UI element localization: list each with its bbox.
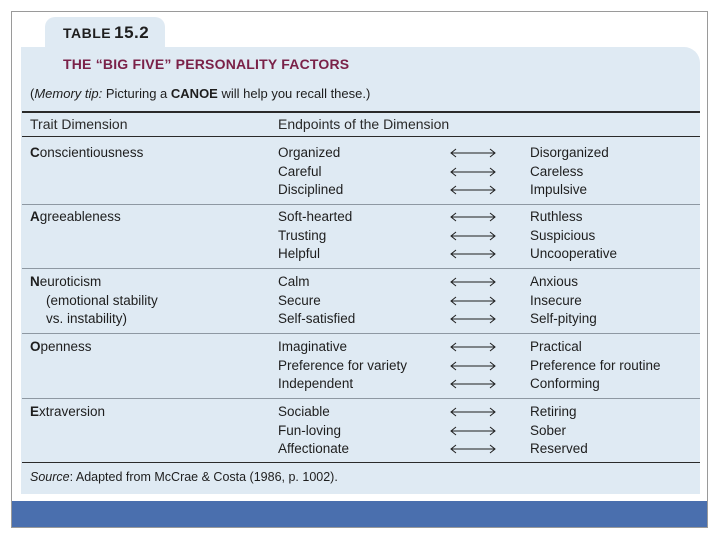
endpoint-low: Disciplined (278, 182, 344, 197)
trait-initial: C (30, 145, 40, 160)
endpoint-high: Anxious (530, 274, 579, 289)
trait-initial: A (30, 209, 40, 224)
double-arrow-icon (450, 277, 496, 287)
endpoint-low: Self-satisfied (278, 311, 356, 326)
endpoint-high: Conforming (530, 376, 600, 391)
endpoint-low: Imaginative (278, 339, 348, 354)
endpoint-low: Careful (278, 163, 322, 179)
trait-initial: E (30, 404, 40, 419)
row-separator (22, 333, 700, 334)
endpoint-low: Sociable (278, 404, 330, 419)
table-bottom-rule (22, 462, 700, 463)
endpoint-high: Retiring (530, 404, 577, 419)
double-arrow-icon (450, 249, 496, 259)
endpoint-low: Fun-loving (278, 422, 342, 438)
double-arrow-icon (450, 296, 496, 306)
trait-cell (30, 144, 143, 163)
trait-name: onscientiousness (39, 145, 144, 160)
endpoint-low: Affectionate (278, 441, 350, 456)
trait-name: euroticism (39, 274, 102, 289)
source-note (30, 470, 338, 484)
double-arrow-icon (450, 185, 496, 195)
endpoint-high: Insecure (530, 292, 582, 308)
endpoint-high: Ruthless (530, 209, 583, 224)
endpoint-high: Reserved (530, 441, 588, 456)
header-endpoints: Endpoints of the Dimension (278, 116, 450, 132)
double-arrow-icon (450, 361, 496, 371)
table-label (63, 23, 149, 43)
trait-subtitle: (emotional stability (46, 292, 158, 308)
header-trait-dimension: Trait Dimension (30, 116, 128, 132)
double-arrow-icon (450, 148, 496, 158)
memory-tip-keyword: CANOE (170, 86, 218, 101)
endpoint-high: Uncooperative (530, 246, 618, 261)
header-bottom-rule (22, 136, 700, 137)
endpoint-high: Self-pitying (530, 311, 597, 326)
endpoint-low: Helpful (278, 246, 321, 261)
row-separator (22, 268, 700, 269)
table-label-word: TABLE (63, 25, 112, 41)
trait-initial: N (30, 274, 40, 289)
trait-cell (30, 208, 121, 227)
memory-tip (30, 86, 370, 101)
double-arrow-icon (450, 314, 496, 324)
memory-tip-rest: will help you recall these.) (217, 86, 371, 101)
source-text: : Adapted from McCrae & Costa (1986, p. 1002). (69, 470, 338, 484)
memory-tip-text: Picturing a (102, 86, 171, 101)
double-arrow-icon (450, 212, 496, 222)
endpoint-high: Careless (530, 163, 584, 179)
trait-initial: O (30, 339, 41, 354)
endpoint-high: Impulsive (530, 182, 588, 197)
endpoint-high: Preference for routine (530, 357, 661, 373)
trait-name: greeableness (39, 209, 121, 224)
endpoint-low: Independent (278, 376, 354, 391)
double-arrow-icon (450, 231, 496, 241)
endpoint-low: Secure (278, 292, 321, 308)
double-arrow-icon (450, 379, 496, 389)
endpoint-low: Calm (278, 274, 310, 289)
endpoint-high: Disorganized (530, 145, 609, 160)
endpoint-low: Trusting (278, 227, 327, 243)
table-title: THE “BIG FIVE” PERSONALITY FACTORS (63, 56, 350, 72)
trait-subtitle: vs. instability) (46, 311, 128, 326)
double-arrow-icon (450, 342, 496, 352)
double-arrow-icon (450, 444, 496, 454)
memory-tip-open: ( (30, 86, 35, 101)
endpoint-high: Sober (530, 422, 567, 438)
row-separator (22, 398, 700, 399)
trait-cell (30, 273, 158, 329)
double-arrow-icon (450, 426, 496, 436)
trait-name: penness (40, 339, 92, 354)
double-arrow-icon (450, 167, 496, 177)
trait-cell (30, 338, 92, 357)
endpoint-high: Suspicious (530, 227, 596, 243)
double-arrow-icon (450, 407, 496, 417)
endpoint-low: Soft-hearted (278, 209, 353, 224)
source-label: Source (30, 470, 70, 484)
memory-tip-label: Memory tip: (34, 86, 103, 101)
header-top-rule (22, 111, 700, 113)
endpoint-low: Organized (278, 145, 341, 160)
table-panel (21, 47, 700, 494)
row-separator (22, 204, 700, 205)
endpoint-low: Preference for variety (278, 357, 408, 373)
table-number: 15.2 (114, 23, 150, 42)
bottom-bar (12, 501, 707, 527)
trait-cell (30, 403, 105, 422)
endpoint-high: Practical (530, 339, 582, 354)
trait-name: xtraversion (39, 404, 106, 419)
